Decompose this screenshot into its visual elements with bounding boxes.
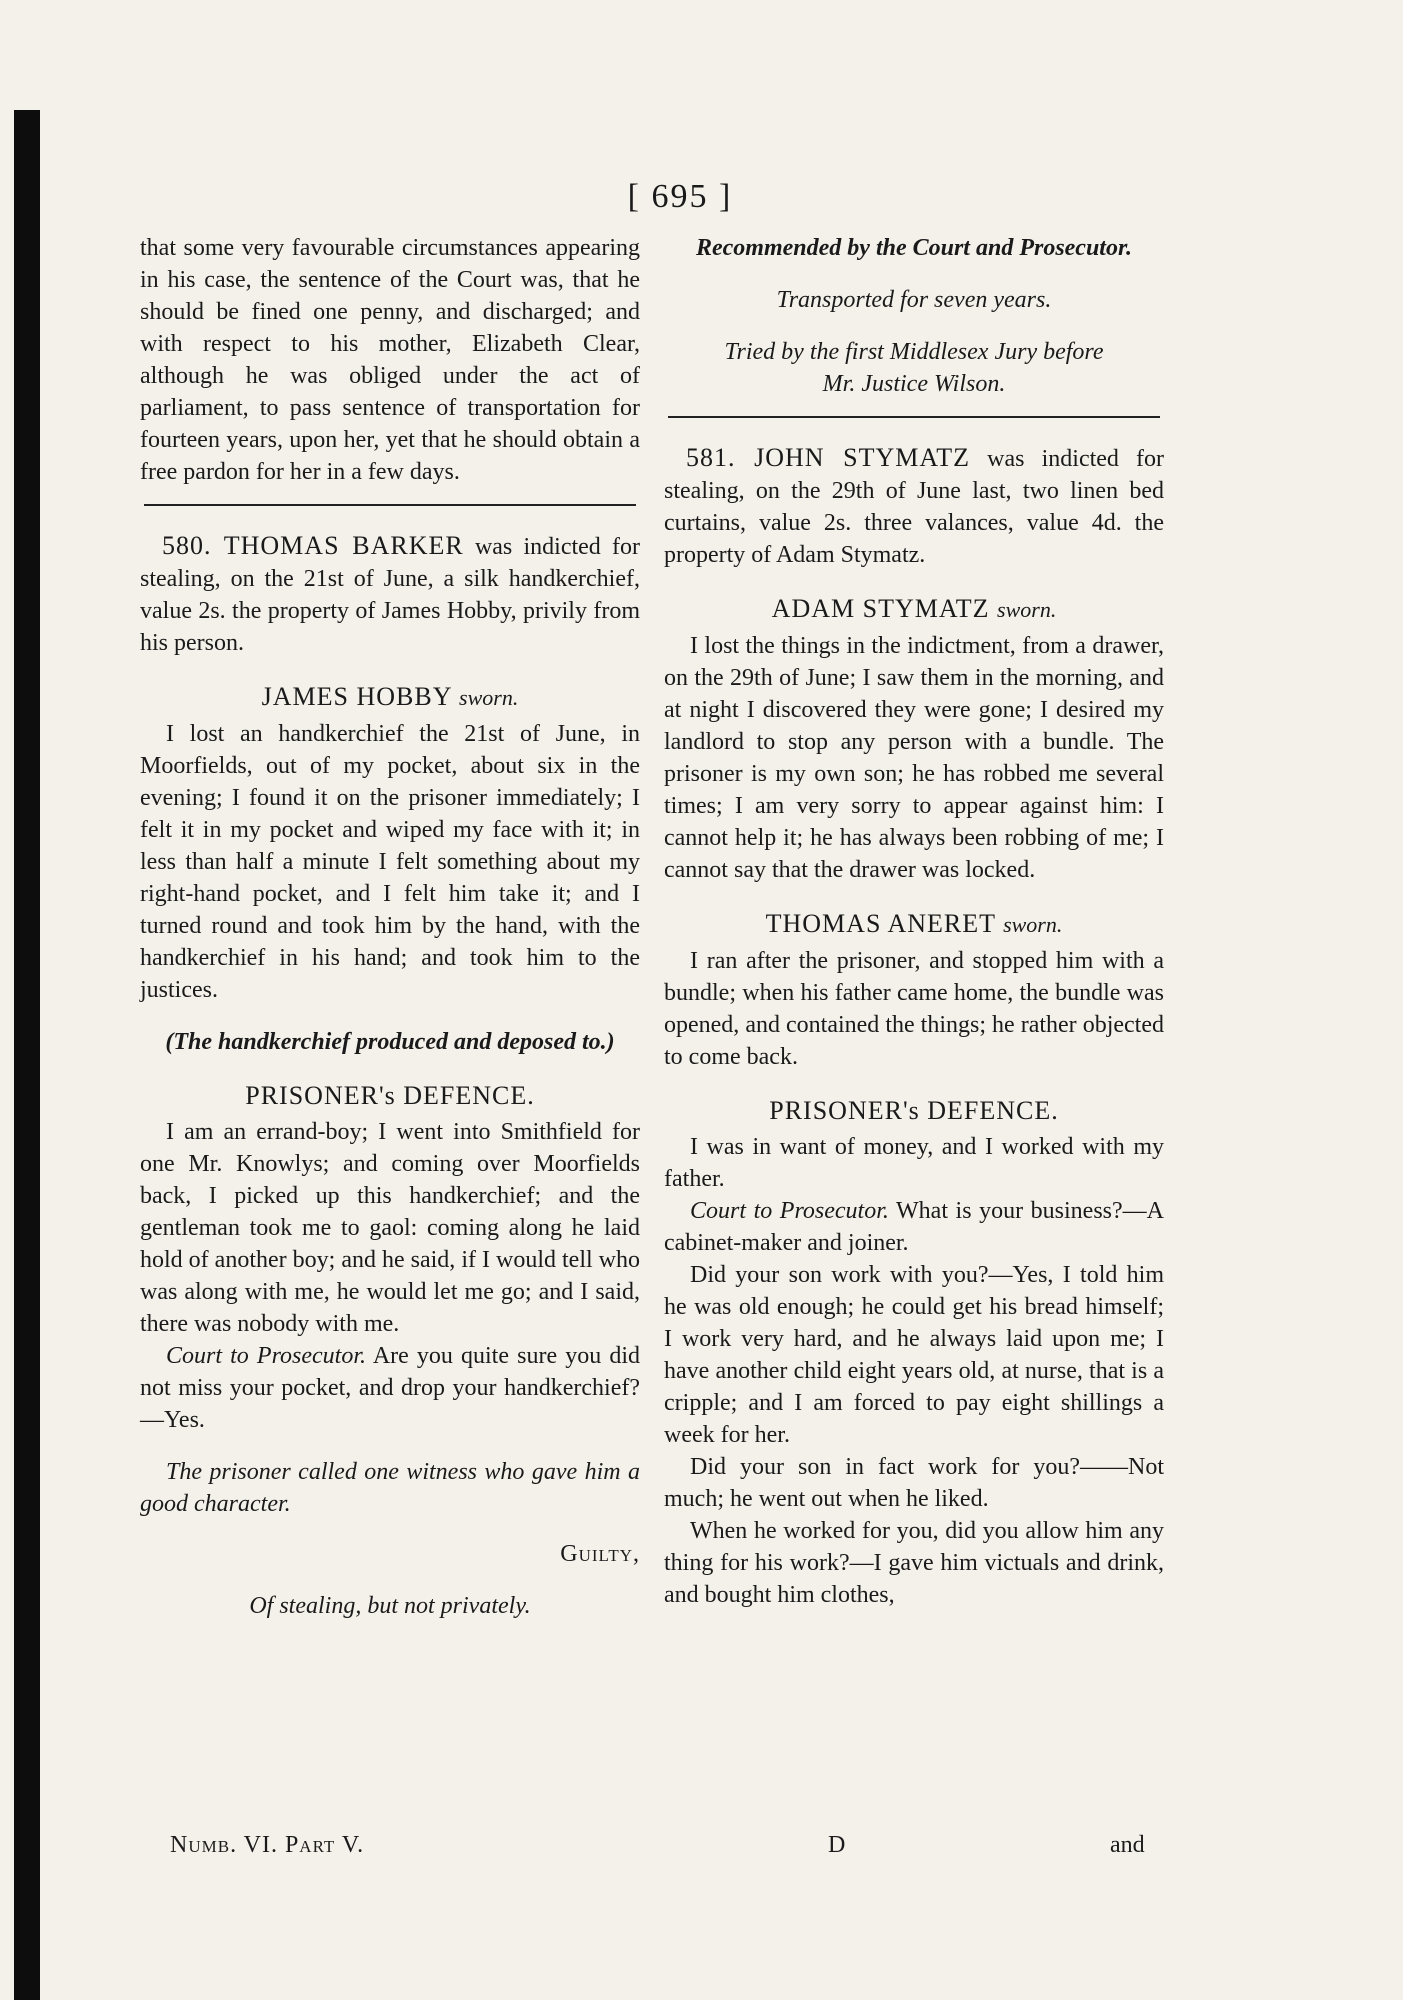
witness-name: JAMES HOBBY: [261, 682, 452, 711]
catchword: and: [1110, 1832, 1145, 1858]
verdict: Guilty,: [560, 1541, 640, 1567]
continuation-paragraph: that some very favourable circumstances appearing in his case, the sentence of the Court was, that he should be fined one penny, and discharged; and with respect to his mother, Elizabeth Clear, although he was obliged under the act of parliament, to pass sentence of transportation for fourteen years, upon her, yet that he should obtain a free pardon for her in a few days.: [140, 235, 640, 485]
witness-name: THOMAS ANERET: [765, 909, 996, 938]
witness-heading: [664, 908, 1164, 941]
exchange-paragraph: Did your son in fact work for you?——Not much; he went out when he liked.: [664, 1454, 1164, 1512]
witness-heading: [664, 593, 1164, 626]
verdict-detail: Of stealing, but not privately.: [249, 1593, 531, 1619]
exchange-paragraph: Did your son work with you?—Yes, I told him he was old enough; he could get his bread himself; I work very hard, and he always laid upon me; I have another child eight years old, at nurse, that is a cripple; and I am forced to pay eight shillings a week for her.: [664, 1262, 1164, 1448]
footer-section-label: Numb. VI. Part V.: [170, 1832, 365, 1858]
character-witness-note: The prisoner called one witness who gave him a good character.: [140, 1459, 640, 1517]
tried-by-line1: Tried by the first Middlesex Jury before: [724, 339, 1104, 365]
recommendation: Recommended by the Court and Prosecutor.: [695, 235, 1132, 261]
court-speaker: Court to Prosecutor.: [690, 1198, 889, 1224]
tried-by-line2: Mr. Justice Wilson.: [822, 371, 1006, 397]
court-question: [664, 1195, 1164, 1259]
defence-heading: PRISONER's DEFENCE.: [245, 1081, 535, 1110]
evidence-note: (The handkerchief produced and deposed to.): [165, 1029, 615, 1055]
court-speaker: Court to Prosecutor.: [166, 1343, 367, 1369]
case-number-name: 580. THOMAS BARKER: [162, 531, 464, 560]
section-divider: [668, 416, 1160, 418]
witness-name: ADAM STYMATZ: [771, 594, 990, 623]
case-entry-581: [664, 442, 1164, 571]
defence-text: I was in want of money, and I worked with my father.: [664, 1134, 1164, 1192]
book-spine-shadow: [14, 110, 40, 2000]
sworn-label: sworn.: [1003, 912, 1063, 937]
case-text: was indicted for stealing, on the 21st of June, a silk handkerchief, value 2s. the property of James Hobby, privily from his person.: [140, 534, 640, 656]
witness-testimony: I lost an handkerchief the 21st of June, in Moorfields, out of my pocket, about six in the evening; I found it on the prisoner immediately; I felt it in my pocket and wiped my face with it; in less than half a minute I felt something about my right-hand pocket, and I felt him take it; and I turned round and took him by the hand, with the handkerchief in his hand; and took him to the justices.: [140, 721, 640, 1003]
section-divider: [144, 504, 636, 506]
right-column: [664, 232, 1164, 1611]
case-entry-580: [140, 530, 640, 659]
exchange-paragraph: When he worked for you, did you allow him any thing for his work?—I gave him victuals and drink, and bought him clothes,: [664, 1518, 1164, 1608]
witness-heading: [140, 681, 640, 714]
court-question: [140, 1340, 640, 1436]
defence-text: I am an errand-boy; I went into Smithfield for one Mr. Knowlys; and coming over Moorfields back, I picked up this handkerchief; and the gentleman took me to gaol: coming along he laid hold of another boy; and he said, if I would tell who was along with me, he would let me go; and I said, there was nobody with me.: [140, 1119, 640, 1337]
page-number: [ 695 ]: [627, 178, 733, 215]
witness-testimony: I lost the things in the indictment, from a drawer, on the 29th of June; I saw them in the morning, and at night I discovered they were gone; I desired my landlord to stop any person with a bundle. The prisoner is my own son; he has robbed me several times; I am very sorry to appear against him: I cannot help it; he has always been robbing of me; I cannot say that the drawer was locked.: [664, 633, 1164, 883]
sworn-label: sworn.: [997, 597, 1057, 622]
court-text: What is your business?—A cabinet-maker and joiner.: [664, 1198, 1164, 1256]
case-text: was indicted for stealing, on the 29th of June last, two linen bed curtains, value 2s. three valances, value 4d. the property of Adam Stymatz.: [664, 446, 1165, 568]
printer-signature-mark: D: [828, 1832, 846, 1858]
sworn-label: sworn.: [459, 685, 519, 710]
sentence: Transported for seven years.: [776, 287, 1052, 313]
defence-heading: PRISONER's DEFENCE.: [769, 1096, 1059, 1125]
left-column: [140, 232, 640, 1622]
court-text: Are you quite sure you did not miss your pocket, and drop your handkerchief?—Yes.: [140, 1343, 640, 1433]
witness-testimony: I ran after the prisoner, and stopped him with a bundle; when his father came home, the bundle was opened, and contained the things; he rather objected to come back.: [664, 948, 1164, 1070]
case-number-name: 581. JOHN STYMATZ: [686, 443, 971, 472]
